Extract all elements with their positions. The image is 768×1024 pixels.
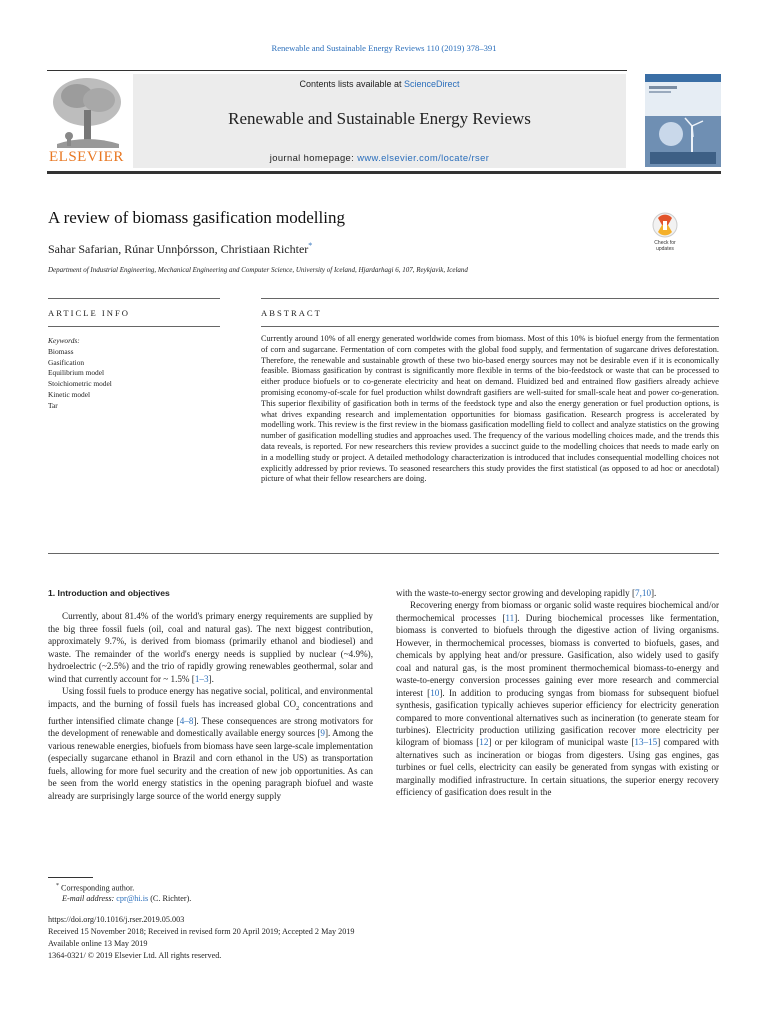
info-mid-rule	[48, 326, 220, 327]
email-link[interactable]: cpr@hi.is	[116, 894, 149, 903]
keywords-label: Keywords:	[48, 336, 80, 345]
footnote-mark: *	[56, 883, 59, 889]
masthead-bottom-rule	[47, 171, 721, 174]
doi-link[interactable]: https://doi.org/10.1016/j.rser.2019.05.003	[48, 915, 185, 924]
citation-link[interactable]: 9	[320, 728, 325, 739]
text-run: with the waste-to-energy sector growing and developing rapidly [	[396, 588, 636, 598]
abstract-bottom-rule	[48, 553, 719, 554]
section-heading-introduction: 1. Introduction and objectives	[48, 588, 170, 598]
intro-paragraph-1	[48, 610, 373, 685]
citation-link[interactable]: 11	[505, 612, 515, 623]
text-run: ] or per kilogram of municipal waste [	[488, 737, 635, 748]
received-dates: Received 15 November 2018; Received in revised form 20 April 2019; Accepted 2 May 2019	[48, 927, 355, 936]
citation-link[interactable]: 13–15	[634, 737, 658, 748]
intro-paragraph-2	[48, 685, 373, 802]
check-for-updates-icon[interactable]	[647, 211, 683, 253]
sciencedirect-link[interactable]: ScienceDirect	[404, 79, 460, 89]
text-run: ]. Among the various renewable energies, biofuels from biomass have seen large-scale implementation (especially sugarcane ethanol in Brazil and corn ethanol in the US) as transportation fuels, allowing for more fuel security and the creation of new job opportunities. As can be seen from the world energy statistics in the opening paragraph biofuel and waste already are surprisingly large source of the world energy supply	[48, 728, 374, 801]
masthead-top-rule	[47, 70, 627, 71]
abstract-top-rule	[261, 298, 719, 299]
citation-link[interactable]: 1–3	[194, 673, 209, 684]
body-left-column	[48, 587, 373, 802]
corresponding-author-mark[interactable]: *	[308, 241, 313, 250]
affiliation: Department of Industrial Engineering, Mechanical Engineering and Computer Science, University of Iceland, Hjardarhagi 6, 107, Reykjavik, Iceland	[48, 266, 468, 274]
keyword: Equilibrium model	[48, 368, 105, 378]
text-run: concentrations and further intensified climate change [	[48, 698, 373, 726]
elsevier-wordmark: ELSEVIER	[49, 149, 124, 165]
text-run: ].	[651, 588, 657, 598]
text-run: ]. These consequences are strong motivators for the development of renewable and domestically available energy sources [	[48, 715, 374, 739]
intro-paragraph-3	[396, 599, 719, 798]
email-suffix: (C. Richter).	[148, 894, 192, 903]
citation-link[interactable]: 7,10	[635, 588, 652, 598]
author-names: Sahar Safarian, Rúnar Unnþórsson, Christiaan Richter	[48, 242, 309, 256]
journal-cover-thumbnail	[645, 74, 721, 167]
info-top-rule	[48, 298, 220, 299]
text-run: ]. During biochemical processes like fermentation, biomass is converted to biofuels through the digestive action of living organisms. However, in thermochemical processes, biomass is converted to biofuels, gases, and chemicals by applying heat and/or pressure. Gasification, also widely used to gasify coal and natural gas, is the most prominent thermochemical biomass-to-energy and waste-to-energy conversion processes gaining ever more research and commercial interest [	[396, 612, 719, 698]
keyword: Tar	[48, 400, 58, 410]
homepage-prefix: journal homepage:	[269, 152, 358, 163]
abstract-mid-rule	[261, 326, 719, 327]
keyword: Kinetic model	[48, 389, 91, 399]
text-run: ].	[208, 673, 214, 684]
contents-prefix: Contents lists available at	[299, 79, 405, 89]
citation-link[interactable]: 12	[479, 737, 489, 748]
keyword: Stoichiometric model	[48, 379, 112, 389]
author-list	[48, 241, 312, 257]
body-right-column	[396, 587, 719, 799]
text-run: ] compared with alternatives such as incineration or biogas from digesters. Using gas engines, gas turbines or fuel cells, electricity can easily be generated from syngas with existing or marginally modified infrastructure. In certain situations, the superior energy recovery efficiency of gasification does result in the	[396, 737, 719, 798]
abstract-heading: ABSTRACT	[261, 308, 322, 318]
journal-citation[interactable]: Renewable and Sustainable Energy Reviews 110 (2019) 378–391	[271, 43, 497, 53]
email-note	[62, 893, 191, 904]
email-label: E-mail address:	[62, 894, 117, 903]
article-title: A review of biomass gasification modelling	[48, 208, 345, 227]
keywords-block	[48, 336, 112, 412]
copyright-line: 1364-0321/ © 2019 Elsevier Ltd. All rights reserved.	[48, 951, 222, 960]
badge-label-2: updates	[656, 246, 674, 252]
text-run: Currently, about 81.4% of the world's primary energy requirements are supplied by the big three fossil fuels (oil, coal and natural gas). The next biggest contribution, approximately 9.7%, is derived from biomass (primarily ethanol and biodiesel) and waste. The remainder of the world's energy needs is supplied by nuclear (~4.9%), hydroelectric (~2.5%) and the trio of rapidly growing renewables geothermal, solar and wind that currently account for ~ 1.5% [	[48, 611, 373, 684]
text-run: Using fossil fuels to produce energy has negative social, political, and environmental impacts, and the burning of fossil fuels has increased global CO	[48, 686, 373, 709]
text-run: Recovering energy from biomass or organic solid waste requires biochemical and/or thermochemical processes [	[396, 600, 719, 623]
article-info-heading: ARTICLE INFO	[48, 308, 130, 318]
citation-link[interactable]: 4–8	[179, 715, 194, 726]
continued-paragraph	[396, 587, 719, 599]
citation-link[interactable]: 10	[430, 687, 440, 698]
journal-title: Renewable and Sustainable Energy Reviews	[228, 109, 531, 128]
keyword: Biomass	[48, 346, 74, 356]
homepage-link[interactable]: www.elsevier.com/locate/rser	[357, 152, 490, 163]
available-online: Available online 13 May 2019	[48, 939, 148, 948]
contents-line	[133, 79, 626, 89]
footnote-rule	[48, 877, 93, 878]
subscript: 2	[296, 705, 300, 712]
badge-label-1: Check for	[654, 240, 676, 246]
footnote-text: Corresponding author.	[61, 883, 135, 893]
keyword: Gasification	[48, 357, 85, 367]
abstract-text: Currently around 10% of all energy generated worldwide comes from biomass. Most of this 10% is biofuel energy from the fermentation of corn and sugarcane. Fermentation of corn competes with the global food supply, and fermentation of sugarcane drives deforestation. Therefore, the renewable and sustainable growth of these two bio-based energy sources may not be desirable even if it is economically feasible. Biomass gasification by contrast is significantly more flexible in terms of the bio-feedstock or waste that can be processed to either produce biofuels or to co-generate electricity and heat on demand. Fluidized bed and entrained flow gasifiers already achieve promising economy-of-scale for fuel production whilst downdraft gasifiers are well-suited for small-scale heat and power co-generation. This superior flexibility of gasification both in terms of the feedstock type and also the energy generation or fuel production options, is what drives expanding research and implementation opportunities for biomass gasification. Research progress is accelerated by modelling work. This review is the first review in the biomass gasification modelling field to collect and analyze statistics on the growing number of gasification modelling studies and approaches used. The frequency of the various modelling choices made, and the trends this data reveals, is reported. For new researchers this review provides a succinct guide to the modelling choices that needs to made early on in a modelling study or project. A detailed methodology characterization is introduced that includes consequential modelling choices not explicitly addressed by prior reviews. To seasoned researchers this study provides the first statistical (as opposed to ad hoc or anecdotal) picture of what their fellow researchers are doing.	[261, 334, 719, 484]
text-run: ]. In addition to producing syngas from biomass for subsequent biofuel synthesis, gasification typically achieves superior efficiency for electricity generation compared to more conventional alternatives such as incineration (to generate steam for turbines). Electricity production utilizing gasification recover more electricity per kilogram of biomass [	[396, 687, 719, 748]
homepage-line	[133, 152, 626, 163]
